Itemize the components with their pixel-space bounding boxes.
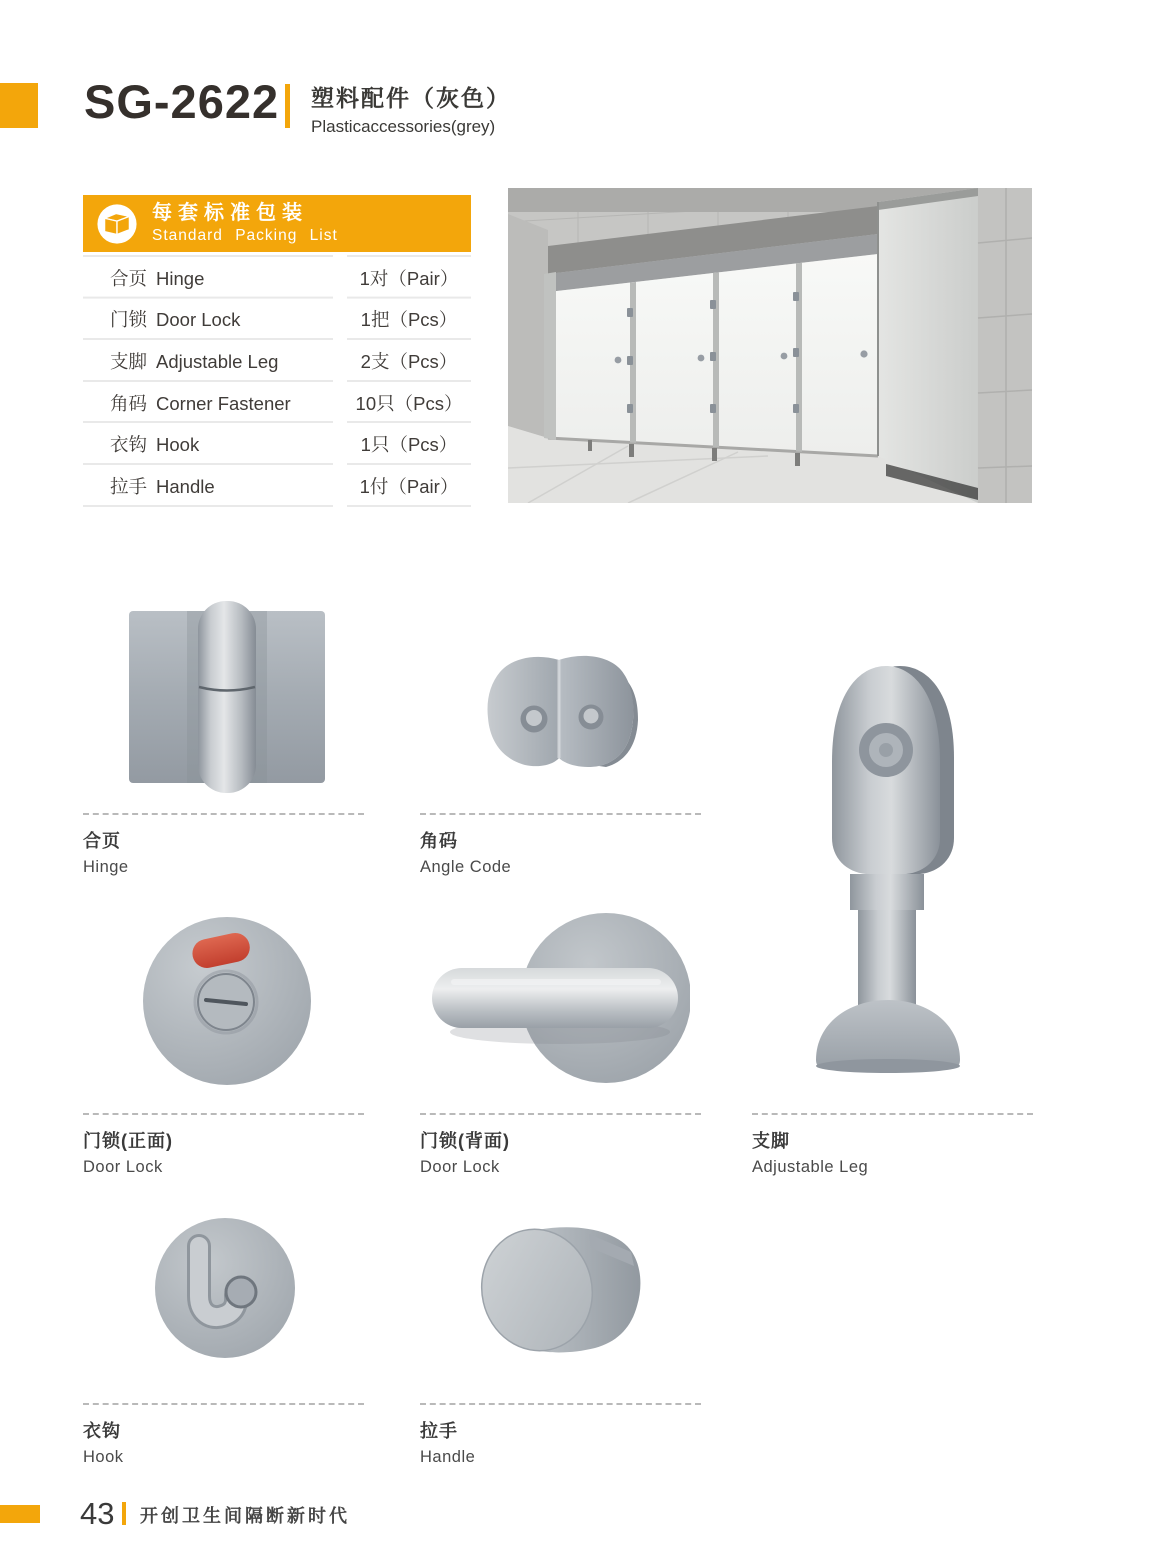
item-quantity: 1把（Pcs） [360,309,458,331]
table-row [83,340,471,382]
table-row [83,257,471,299]
item-quantity: 1付（Pair） [359,475,459,497]
footer-slogan: 开创卫生间隔断新时代 [140,1506,350,1526]
standard-packing-list-panel [83,195,471,507]
item-quantity: 10只（Pcs） [355,392,463,414]
item-name: 合页 Hinge [110,267,205,289]
product-image-handle [477,1222,643,1358]
product-image-hinge [127,601,327,794]
product-model-number: SG-2622 [84,75,280,128]
subtitle-english: Plasticaccessories(grey) [311,117,496,136]
table-row [83,423,471,465]
packing-list-header [83,195,471,252]
table-row [83,465,471,507]
product-caption-handle: 拉手 Handle [420,1403,701,1467]
product-image-angle-code [478,648,640,776]
packing-list-titles [152,202,338,245]
box-icon [96,203,138,245]
item-name: 衣钩 Hook [110,434,200,456]
item-name: 门锁 Door Lock [110,309,241,331]
accent-corner-square [0,83,38,128]
page-number: 43 [80,1496,115,1531]
table-row [83,299,471,341]
header-divider [285,84,290,128]
item-quantity: 2支（Pcs） [360,350,458,372]
header-subtitle [311,80,511,137]
product-caption-adjustable-leg: 支脚 Adjustable Leg [752,1113,1033,1177]
product-image-door-lock-front [142,916,312,1086]
product-image-adjustable-leg [810,662,970,1074]
packing-title-english: Standard Packing List [152,227,338,244]
footer-accent-bar [0,1505,40,1523]
product-caption-door-lock-front: 门锁(正面) Door Lock [83,1113,364,1177]
product-caption-hook: 衣钩 Hook [83,1403,364,1467]
product-caption-hinge: 合页 Hinge [83,813,364,877]
product-caption-angle-code: 角码 Angle Code [420,813,701,877]
item-quantity: 1对（Pair） [359,267,459,289]
packing-title-chinese: 每套标准包装 [152,202,308,224]
footer-divider [122,1502,126,1525]
packing-list-table [83,257,471,507]
product-image-hook [153,1212,295,1364]
item-name: 角码 Corner Fastener [110,392,291,414]
product-caption-door-lock-back: 门锁(背面) Door Lock [420,1113,701,1177]
item-name: 支脚 Adjustable Leg [110,350,279,372]
subtitle-chinese: 塑料配件（灰色） [311,85,511,111]
item-name: 拉手 Handle [110,475,215,497]
product-image-door-lock-back [430,912,690,1085]
item-quantity: 1只（Pcs） [360,434,458,456]
toilet-partition-photo [508,188,1032,503]
table-row [83,382,471,424]
